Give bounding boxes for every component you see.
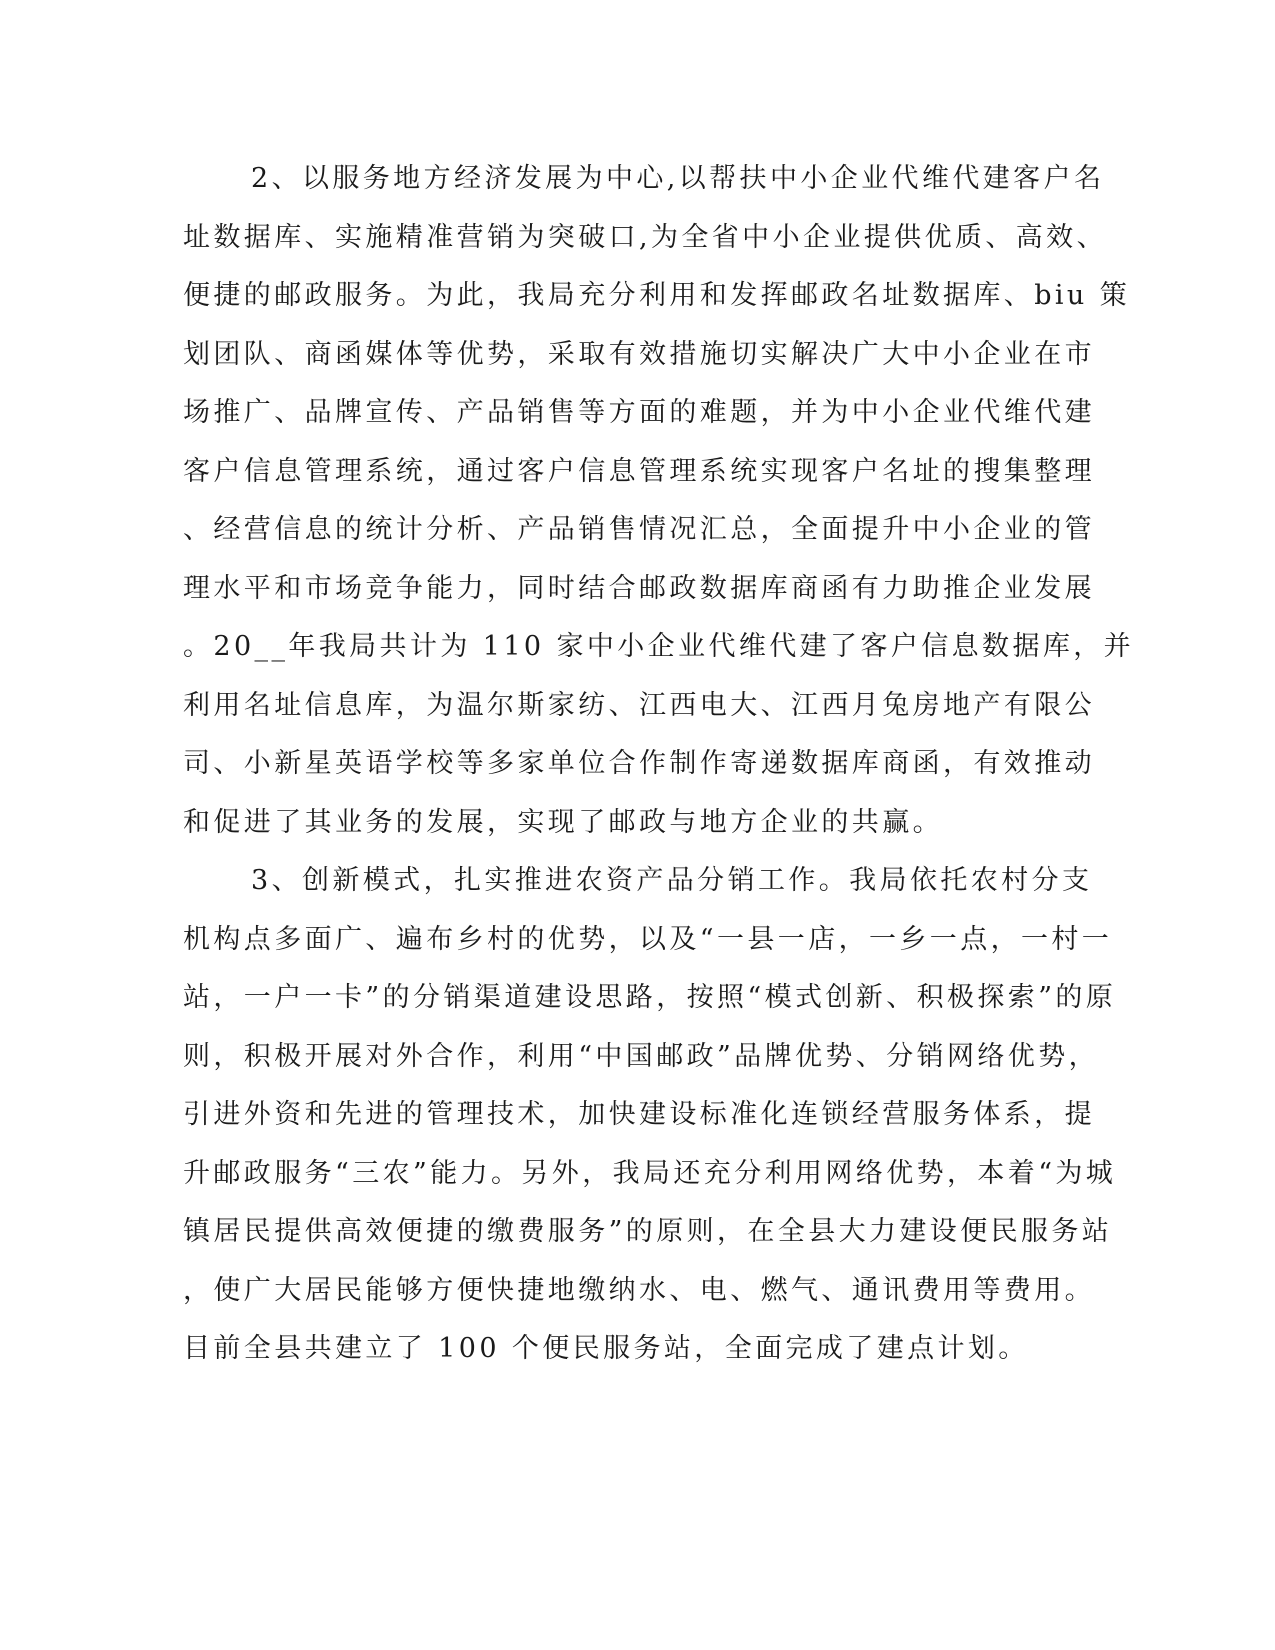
text-line: 司、小新星英语学校等多家单位合作制作寄递数据库商函，有效推动 [183, 748, 1095, 779]
text-line: 机构点多面广、遍布乡村的优势，以及“一县一店，一乡一点，一村一 [183, 923, 1113, 955]
text-line: 客户信息管理系统，通过客户信息管理系统实现客户名址的搜集整理 [183, 455, 1095, 487]
text-line: 2、以服务地方经济发展为中心,以帮扶中小企业代维代建客户名 [251, 163, 1105, 194]
text-line: 引进外资和先进的管理技术，加快建设标准化连锁经营服务体系，提 [183, 1099, 1095, 1130]
text-line: 划团队、商函媒体等优势，采取有效措施切实解决广大中小企业在市 [183, 338, 1095, 370]
text-line: 升邮政服务“三农”能力。另外，我局还充分利用网络优势，本着“为城 [183, 1157, 1117, 1189]
document-body [183, 150, 1135, 1379]
text-line: 目前全县共建立了 100 个便民服务站，全面完成了建点计划。 [183, 1333, 1029, 1364]
text-line: 站，一户一卡”的分销渠道建设思路，按照“模式创新、积极探索”的原 [183, 982, 1117, 1013]
text-line: 、经营信息的统计分析、产品销售情况汇总，全面提升中小企业的管 [183, 514, 1095, 545]
text-line: 镇居民提供高效便捷的缴费服务”的原则，在全县大力建设便民服务站 [183, 1216, 1113, 1247]
text-line: 和促进了其业务的发展，实现了邮政与地方企业的共赢。 [183, 806, 943, 838]
paragraph-2 [183, 150, 1135, 852]
text-line: 址数据库、实施精准营销为突破口,为全省中小企业提供优质、高效、 [183, 221, 1107, 253]
text-line: 。20__年我局共计为 110 家中小企业代维代建了客户信息数据库，并 [183, 631, 1135, 662]
text-line: 理水平和市场竞争能力，同时结合邮政数据库商函有力助推企业发展 [183, 572, 1095, 604]
paragraph-3 [183, 852, 1117, 1379]
text-line: 利用名址信息库，为温尔斯家纺、江西电大、江西月兔房地产有限公 [183, 689, 1095, 721]
text-line: ，使广大居民能够方便快捷地缴纳水、电、燃气、通讯费用等费用。 [183, 1274, 1095, 1306]
text-line: 则，积极开展对外合作，利用“中国邮政”品牌优势、分销网络优势， [183, 1040, 1100, 1072]
text-line: 场推广、品牌宣传、产品销售等方面的难题，并为中小企业代维代建 [183, 397, 1095, 428]
text-line: 3、创新模式，扎实推进农资产品分销工作。我局依托农村分支 [251, 865, 1093, 896]
text-line: 便捷的邮政服务。为此，我局充分利用和发挥邮政名址数据库、biu 策 [183, 280, 1131, 311]
